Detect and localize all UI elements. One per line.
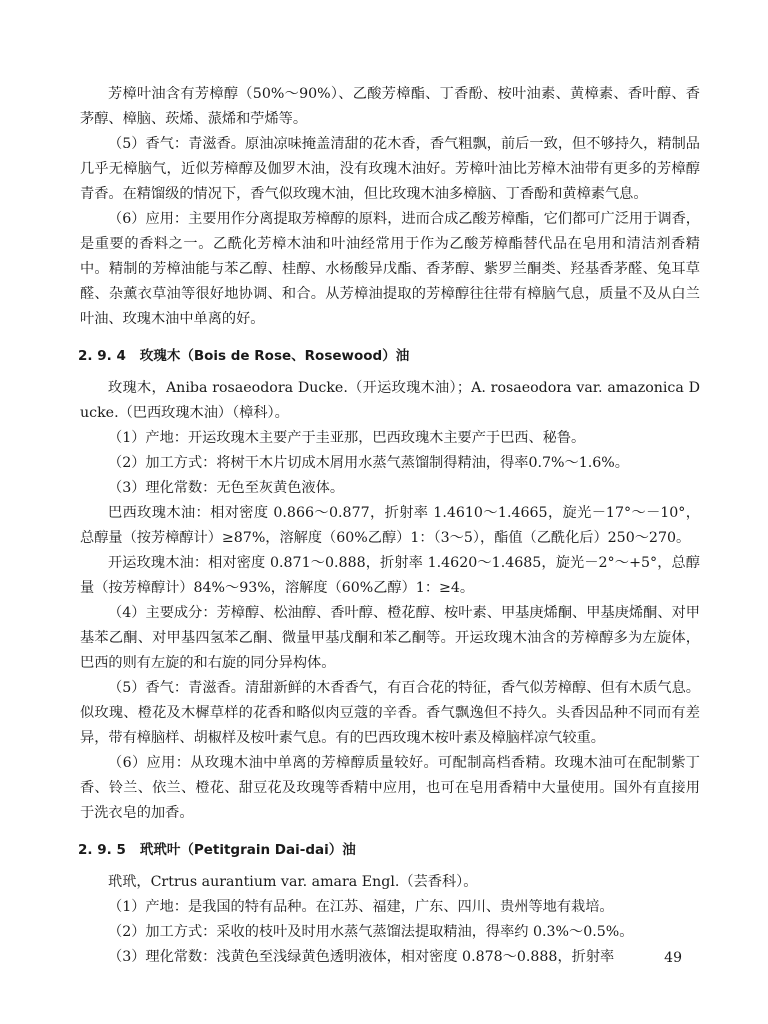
paragraph-physical-constants: （3）理化常数：无色至灰黄色液体。 [108, 480, 345, 496]
paragraph-brazil-rosewood: 巴西玫瑰木油：相对密度 0.866～0.877，折射率 1.4610～1.4665，旋光－17°～－10°，总醇量（按芳樟醇计）≥87%，溶解度（60%乙醇）1：（3～5），酯值（乙酰化后）250～270。 [80, 505, 700, 546]
paragraph-aroma: （5）香气：青滋香。原油凉味掩盖清甜的花木香，香气粗飘，前后一致，但不够持久，精制品几乎无樟脑气，近似芳樟醇及伽罗木油，没有玫瑰木油好。芳樟叶油比芳樟木油带有更多的芳樟醇青香。在精馏级的情况下，香气似玫瑰木油，但比玫瑰木油多樟脑、丁香酚和黄樟素气息。 [80, 136, 700, 202]
paragraph-application: （6）应用：主要用作分离提取芳樟醇的原料，进而合成乙酸芳樟酯，它们都可广泛用于调香，是重要的香料之一。乙酰化芳樟木油和叶油经常用于作为乙酸芳樟酯替代品在皂用和清洁剂香精中。精制的芳樟油能与苯乙醇、桂醇、水杨酸异戊酯、香茅醇、紫罗兰酮类、羟基香茅醛、兔耳草醛、杂薰衣草油等很好地协调、和合。从芳樟油提取的芳樟醇往往带有樟脑气息，质量不及从白兰叶油、玫瑰木油中单离的好。 [80, 211, 700, 327]
paragraph-leaf-oil-components: 芳樟叶油含有芳樟醇（50%～90%）、乙酸芳樟酯、丁香酚、桉叶油素、黄樟素、香叶醇、香茅醇、樟脑、莰烯、蒎烯和苧烯等。 [80, 86, 700, 127]
paragraph-botanical-name: 玳玳，Crtrus aurantium var. amara Engl.（芸香科）。 [108, 874, 478, 890]
paragraph-cayenne-rosewood: 开运玫瑰木油：相对密度 0.871～0.888，折射率 1.4620～1.4685，旋光－2°～+5°，总醇量（按芳樟醇计）84%～93%，溶解度（60%乙醇）1：≥4。 [80, 555, 700, 596]
paragraph-processing: （2）加工方式：采收的枝叶及时用水蒸气蒸馏法提取精油，得率约 0.3%～0.5%。 [108, 924, 634, 940]
section-number: 2. 9. 5 [78, 842, 126, 858]
section-heading-rosewood [78, 344, 700, 368]
paragraph-physical-constants: （3）理化常数：浅黄色至浅绿黄色透明液体，相对密度 0.878～0.888，折射率 [108, 949, 615, 965]
paragraph-origin: （1）产地：是我国的特有品种。在江苏、福建，广东、四川、贵州等地有栽培。 [108, 899, 614, 915]
page-number: 49 [664, 950, 682, 966]
paragraph-main-components: （4）主要成分：芳樟醇、松油醇、香叶醇、橙花醇、桉叶素、甲基庚烯酮、甲基庚烯酮、对甲基苯乙酮、对甲基四氢苯乙酮、微量甲基戊酮和苯乙酮等。开运玫瑰木油含的芳樟醇多为左旋体，巴西的则有左旋的和右旋的同分异构体。 [80, 605, 700, 671]
section-title: 玫瑰木（Bois de Rose、Rosewood）油 [139, 348, 410, 364]
paragraph-processing: （2）加工方式：将树干木片切成木屑用水蒸气蒸馏制得精油，得率0.7%～1.6%。 [108, 455, 629, 471]
page-body [80, 82, 700, 1012]
paragraph-aroma: （5）香气：青滋香。清甜新鲜的木香香气，有百合花的特征，香气似芳樟醇、但有木质气息。似玫瑰、橙花及木樨草样的花香和略似肉豆蔻的辛香。香气飘逸但不持久。头香因品种不同而有差异，带有樟脑样、胡椒样及桉叶素气息。有的巴西玫瑰木桉叶素及樟脑样凉气较重。 [80, 680, 700, 746]
paragraph-application: （6）应用：从玫瑰木油中单离的芳樟醇质量较好。可配制高档香精。玫瑰木油可在配制紫丁香、铃兰、依兰、橙花、甜豆花及玫瑰等香精中应用，也可在皂用香精中大量使用。国外有直接用于洗衣皂的加香。 [80, 755, 700, 821]
section-heading-petitgrain [78, 838, 700, 862]
section-title: 玳玳叶（Petitgrain Dai-dai）油 [139, 842, 356, 858]
paragraph-origin: （1）产地：开运玫瑰木主要产于圭亚那，巴西玫瑰木主要产于巴西、秘鲁。 [108, 430, 586, 446]
paragraph-botanical-name: 玫瑰木，Aniba rosaeodora Ducke.（开运玫瑰木油）；A. rosaeodora var. amazonica Ducke.（巴西玫瑰木油）（樟科）。 [80, 380, 700, 421]
section-number: 2. 9. 4 [78, 348, 126, 364]
